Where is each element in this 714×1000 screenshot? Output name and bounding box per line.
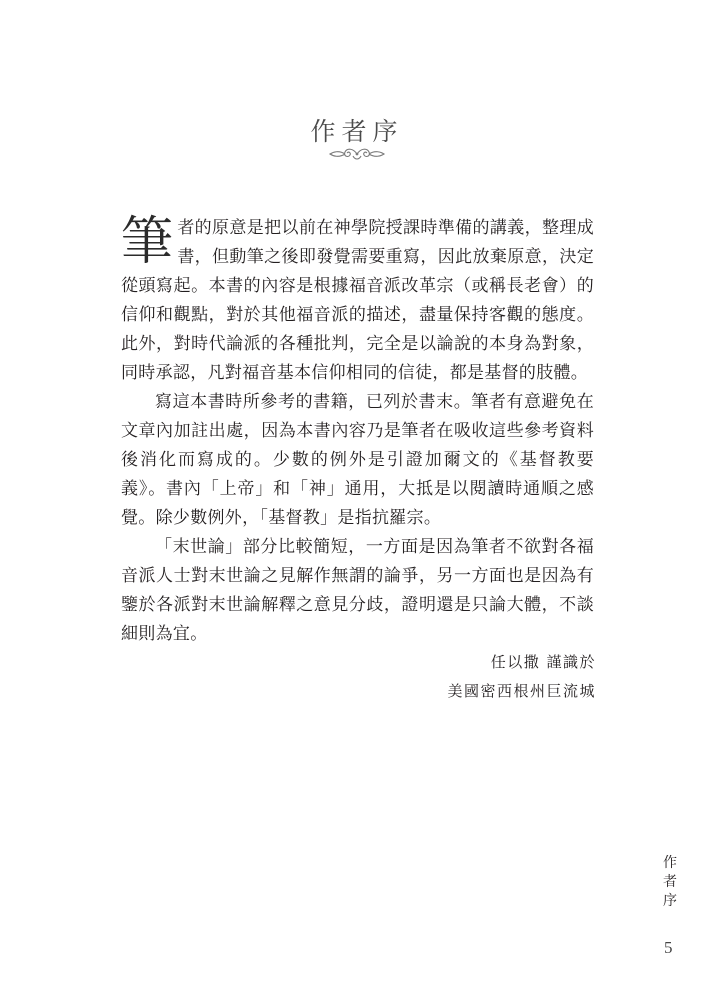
page-number: 5 bbox=[664, 938, 673, 957]
page-title: 作者序 bbox=[310, 117, 404, 146]
running-section-title bbox=[660, 854, 680, 911]
scroll-flourish-icon bbox=[327, 146, 387, 162]
side-title-char: 序 bbox=[663, 893, 677, 909]
paragraph-1-text: 者的原意是把以前在神學院授課時準備的講義，整理成書，但動筆之後即發覺需要重寫，因此放棄原意，決定從頭寫起。本書的內容是根據福音派改革宗（或稱長老會）的信仰和觀點，對於其他福音派的描述，盡量保持客觀的態度。此外，對時代論派的各種批判，完全是以論說的本身為對象，同時承認，凡對福音基本信仰相同的信徒，都是基督的肢體。 bbox=[121, 218, 594, 383]
side-title-char: 者 bbox=[663, 874, 677, 890]
drop-cap: 筆 bbox=[121, 212, 174, 272]
signature-author: 任以撒 謹識於 bbox=[490, 653, 596, 671]
paragraph-1 bbox=[121, 214, 594, 388]
paragraph-2: 寫這本書時所參考的書籍，已列於書末。筆者有意避免在文章內加註出處，因為本書內容乃是筆者在吸收這些參考資料後消化而寫成的。少數的例外是引證加爾文的《基督教要義》。書內「上帝」和「神」通用，大抵是以閱讀時通順之感覺。除少數例外，「基督教」是指抗羅宗。 bbox=[121, 392, 594, 528]
preface-body bbox=[121, 214, 594, 649]
signature-location: 美國密西根州巨流城 bbox=[447, 682, 596, 700]
side-title-char: 作 bbox=[663, 855, 677, 871]
paragraph-3: 「末世論」部分比較簡短，一方面是因為筆者不欲對各福音派人士對末世論之見解作無謂的論爭，另一方面也是因為有鑒於各派對末世論解釋之意見分歧，證明還是只論大體，不談細則為宜。 bbox=[121, 537, 594, 644]
